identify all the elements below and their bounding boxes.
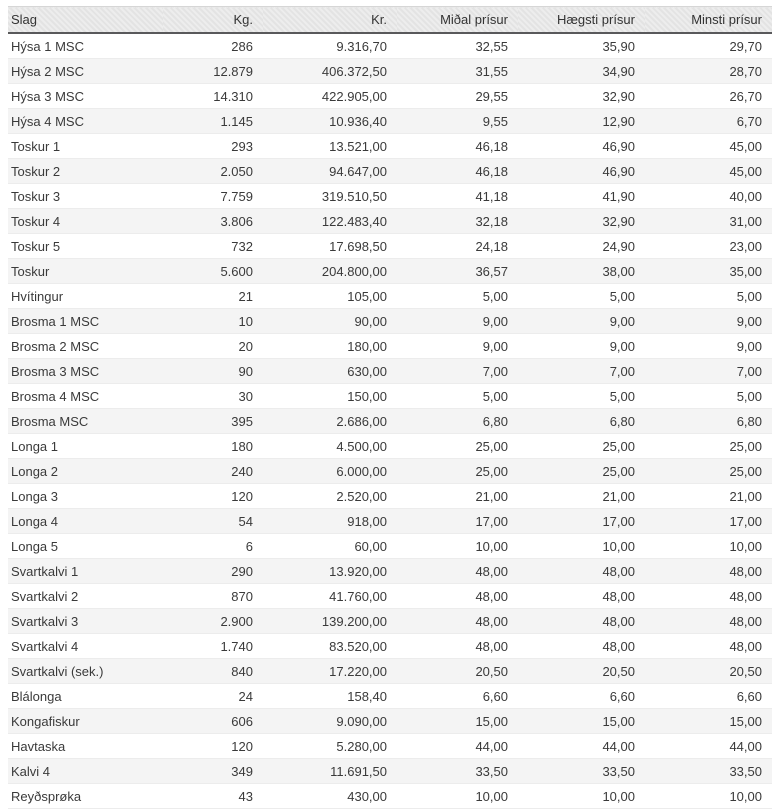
cell-haegsti: 25,00 <box>518 434 645 459</box>
cell-slag: Reyðsprøka <box>8 784 163 809</box>
cell-minsti: 25,00 <box>645 459 772 484</box>
cell-haegsti: 6,80 <box>518 409 645 434</box>
cell-midal: 46,18 <box>397 159 518 184</box>
cell-kr: 11.691,50 <box>263 759 397 784</box>
cell-minsti: 10,00 <box>645 784 772 809</box>
cell-slag: Kongafiskur <box>8 709 163 734</box>
cell-kg: 732 <box>163 234 263 259</box>
cell-midal: 24,18 <box>397 234 518 259</box>
cell-midal: 20,50 <box>397 659 518 684</box>
cell-minsti: 33,50 <box>645 759 772 784</box>
table-row <box>8 734 772 759</box>
cell-kg: 14.310 <box>163 84 263 109</box>
table-row <box>8 434 772 459</box>
cell-midal: 25,00 <box>397 459 518 484</box>
cell-kg: 10 <box>163 309 263 334</box>
cell-slag: Havtaska <box>8 734 163 759</box>
cell-haegsti: 33,50 <box>518 759 645 784</box>
cell-kg: 3.806 <box>163 209 263 234</box>
cell-kg: 606 <box>163 709 263 734</box>
header-row <box>8 7 772 34</box>
cell-haegsti: 48,00 <box>518 559 645 584</box>
table-row <box>8 259 772 284</box>
cell-slag: Toskur 1 <box>8 134 163 159</box>
cell-midal: 5,00 <box>397 384 518 409</box>
cell-midal: 15,00 <box>397 709 518 734</box>
cell-minsti: 5,00 <box>645 284 772 309</box>
cell-kg: 286 <box>163 33 263 59</box>
cell-kr: 41.760,00 <box>263 584 397 609</box>
cell-kr: 9.090,00 <box>263 709 397 734</box>
cell-midal: 9,00 <box>397 334 518 359</box>
cell-midal: 32,18 <box>397 209 518 234</box>
cell-slag: Hýsa 1 MSC <box>8 33 163 59</box>
cell-minsti: 48,00 <box>645 559 772 584</box>
cell-slag: Longa 4 <box>8 509 163 534</box>
cell-minsti: 20,50 <box>645 659 772 684</box>
cell-kr: 90,00 <box>263 309 397 334</box>
cell-kr: 17.220,00 <box>263 659 397 684</box>
cell-slag: Hýsa 2 MSC <box>8 59 163 84</box>
cell-midal: 5,00 <box>397 284 518 309</box>
cell-kg: 840 <box>163 659 263 684</box>
cell-kr: 10.936,40 <box>263 109 397 134</box>
cell-haegsti: 38,00 <box>518 259 645 284</box>
cell-slag: Longa 5 <box>8 534 163 559</box>
cell-midal: 29,55 <box>397 84 518 109</box>
cell-kr: 17.698,50 <box>263 234 397 259</box>
cell-kr: 5.280,00 <box>263 734 397 759</box>
cell-slag: Toskur 5 <box>8 234 163 259</box>
cell-kg: 2.050 <box>163 159 263 184</box>
cell-kg: 21 <box>163 284 263 309</box>
column-header-kr: Kr. <box>263 7 397 34</box>
cell-slag: Brosma 2 MSC <box>8 334 163 359</box>
cell-haegsti: 34,90 <box>518 59 645 84</box>
cell-kg: 7.759 <box>163 184 263 209</box>
cell-haegsti: 7,00 <box>518 359 645 384</box>
cell-kg: 240 <box>163 459 263 484</box>
table-row <box>8 234 772 259</box>
table-row <box>8 584 772 609</box>
cell-minsti: 25,00 <box>645 434 772 459</box>
cell-kg: 43 <box>163 784 263 809</box>
cell-kg: 290 <box>163 559 263 584</box>
cell-kg: 1.740 <box>163 634 263 659</box>
cell-slag: Svartkalvi 2 <box>8 584 163 609</box>
cell-kg: 2.900 <box>163 609 263 634</box>
cell-haegsti: 17,00 <box>518 509 645 534</box>
cell-midal: 21,00 <box>397 484 518 509</box>
cell-kg: 90 <box>163 359 263 384</box>
cell-slag: Brosma 3 MSC <box>8 359 163 384</box>
cell-haegsti: 35,90 <box>518 33 645 59</box>
cell-haegsti: 32,90 <box>518 209 645 234</box>
cell-kr: 430,00 <box>263 784 397 809</box>
cell-haegsti: 48,00 <box>518 609 645 634</box>
cell-midal: 44,00 <box>397 734 518 759</box>
cell-haegsti: 10,00 <box>518 784 645 809</box>
cell-kr: 105,00 <box>263 284 397 309</box>
table-row <box>8 459 772 484</box>
cell-haegsti: 9,00 <box>518 309 645 334</box>
fish-price-table <box>8 6 772 809</box>
cell-haegsti: 6,60 <box>518 684 645 709</box>
cell-minsti: 15,00 <box>645 709 772 734</box>
cell-kg: 12.879 <box>163 59 263 84</box>
cell-kr: 2.520,00 <box>263 484 397 509</box>
cell-midal: 33,50 <box>397 759 518 784</box>
cell-kr: 139.200,00 <box>263 609 397 634</box>
cell-kr: 158,40 <box>263 684 397 709</box>
cell-midal: 10,00 <box>397 534 518 559</box>
cell-kr: 94.647,00 <box>263 159 397 184</box>
table-row <box>8 659 772 684</box>
column-header-haegsti: Hægsti prísur <box>518 7 645 34</box>
table-row <box>8 159 772 184</box>
table-row <box>8 384 772 409</box>
cell-midal: 7,00 <box>397 359 518 384</box>
cell-slag: Longa 2 <box>8 459 163 484</box>
cell-slag: Blálonga <box>8 684 163 709</box>
table-row <box>8 609 772 634</box>
cell-slag: Toskur 4 <box>8 209 163 234</box>
cell-midal: 32,55 <box>397 33 518 59</box>
table-row <box>8 684 772 709</box>
cell-kr: 406.372,50 <box>263 59 397 84</box>
cell-slag: Brosma 1 MSC <box>8 309 163 334</box>
cell-minsti: 23,00 <box>645 234 772 259</box>
cell-minsti: 45,00 <box>645 159 772 184</box>
cell-minsti: 21,00 <box>645 484 772 509</box>
column-header-kg: Kg. <box>163 7 263 34</box>
cell-slag: Longa 3 <box>8 484 163 509</box>
table-row <box>8 634 772 659</box>
cell-kg: 349 <box>163 759 263 784</box>
cell-midal: 46,18 <box>397 134 518 159</box>
cell-slag: Longa 1 <box>8 434 163 459</box>
cell-minsti: 6,60 <box>645 684 772 709</box>
cell-haegsti: 46,90 <box>518 134 645 159</box>
cell-minsti: 35,00 <box>645 259 772 284</box>
cell-haegsti: 48,00 <box>518 634 645 659</box>
cell-midal: 31,55 <box>397 59 518 84</box>
table-row <box>8 334 772 359</box>
cell-haegsti: 25,00 <box>518 459 645 484</box>
cell-minsti: 48,00 <box>645 634 772 659</box>
cell-kg: 120 <box>163 734 263 759</box>
cell-slag: Svartkalvi (sek.) <box>8 659 163 684</box>
cell-haegsti: 21,00 <box>518 484 645 509</box>
table-row <box>8 709 772 734</box>
cell-kr: 2.686,00 <box>263 409 397 434</box>
cell-kg: 6 <box>163 534 263 559</box>
cell-midal: 48,00 <box>397 559 518 584</box>
cell-midal: 9,55 <box>397 109 518 134</box>
cell-kr: 9.316,70 <box>263 33 397 59</box>
cell-kg: 293 <box>163 134 263 159</box>
cell-kg: 870 <box>163 584 263 609</box>
cell-kg: 54 <box>163 509 263 534</box>
cell-slag: Svartkalvi 1 <box>8 559 163 584</box>
table-header <box>8 7 772 34</box>
cell-kr: 422.905,00 <box>263 84 397 109</box>
table-row <box>8 284 772 309</box>
table-row <box>8 209 772 234</box>
cell-midal: 17,00 <box>397 509 518 534</box>
cell-minsti: 17,00 <box>645 509 772 534</box>
cell-midal: 25,00 <box>397 434 518 459</box>
cell-minsti: 45,00 <box>645 134 772 159</box>
cell-minsti: 6,80 <box>645 409 772 434</box>
cell-minsti: 10,00 <box>645 534 772 559</box>
table-row <box>8 534 772 559</box>
cell-midal: 10,00 <box>397 784 518 809</box>
cell-kr: 918,00 <box>263 509 397 534</box>
cell-midal: 6,80 <box>397 409 518 434</box>
cell-haegsti: 5,00 <box>518 284 645 309</box>
table-row <box>8 509 772 534</box>
cell-minsti: 40,00 <box>645 184 772 209</box>
cell-slag: Hýsa 4 MSC <box>8 109 163 134</box>
cell-minsti: 7,00 <box>645 359 772 384</box>
cell-kr: 60,00 <box>263 534 397 559</box>
cell-kr: 122.483,40 <box>263 209 397 234</box>
cell-haegsti: 10,00 <box>518 534 645 559</box>
cell-minsti: 29,70 <box>645 33 772 59</box>
cell-slag: Brosma 4 MSC <box>8 384 163 409</box>
cell-kr: 204.800,00 <box>263 259 397 284</box>
table-row <box>8 559 772 584</box>
table-row <box>8 84 772 109</box>
cell-midal: 48,00 <box>397 584 518 609</box>
cell-minsti: 6,70 <box>645 109 772 134</box>
cell-minsti: 5,00 <box>645 384 772 409</box>
cell-haegsti: 15,00 <box>518 709 645 734</box>
cell-kg: 30 <box>163 384 263 409</box>
cell-slag: Toskur 3 <box>8 184 163 209</box>
column-header-slag: Slag <box>8 7 163 34</box>
cell-minsti: 9,00 <box>645 309 772 334</box>
cell-kr: 319.510,50 <box>263 184 397 209</box>
cell-kg: 20 <box>163 334 263 359</box>
cell-haegsti: 41,90 <box>518 184 645 209</box>
cell-minsti: 28,70 <box>645 59 772 84</box>
cell-minsti: 48,00 <box>645 584 772 609</box>
cell-midal: 9,00 <box>397 309 518 334</box>
cell-kr: 630,00 <box>263 359 397 384</box>
table-row <box>8 759 772 784</box>
cell-slag: Kalvi 4 <box>8 759 163 784</box>
table-row <box>8 134 772 159</box>
cell-minsti: 31,00 <box>645 209 772 234</box>
cell-minsti: 26,70 <box>645 84 772 109</box>
cell-slag: Toskur 2 <box>8 159 163 184</box>
cell-kr: 13.920,00 <box>263 559 397 584</box>
table-row <box>8 359 772 384</box>
table-row <box>8 59 772 84</box>
cell-kg: 395 <box>163 409 263 434</box>
cell-slag: Brosma MSC <box>8 409 163 434</box>
cell-kr: 150,00 <box>263 384 397 409</box>
cell-kr: 13.521,00 <box>263 134 397 159</box>
cell-kg: 180 <box>163 434 263 459</box>
table-row <box>8 784 772 809</box>
cell-kg: 5.600 <box>163 259 263 284</box>
cell-minsti: 9,00 <box>645 334 772 359</box>
cell-slag: Toskur <box>8 259 163 284</box>
cell-haegsti: 12,90 <box>518 109 645 134</box>
cell-slag: Svartkalvi 4 <box>8 634 163 659</box>
cell-haegsti: 24,90 <box>518 234 645 259</box>
cell-minsti: 44,00 <box>645 734 772 759</box>
cell-haegsti: 46,90 <box>518 159 645 184</box>
column-header-midal: Miðal prísur <box>397 7 518 34</box>
cell-kr: 6.000,00 <box>263 459 397 484</box>
cell-haegsti: 5,00 <box>518 384 645 409</box>
cell-haegsti: 9,00 <box>518 334 645 359</box>
table-body <box>8 33 772 809</box>
table-row <box>8 309 772 334</box>
cell-kg: 1.145 <box>163 109 263 134</box>
cell-midal: 6,60 <box>397 684 518 709</box>
cell-kr: 4.500,00 <box>263 434 397 459</box>
cell-minsti: 48,00 <box>645 609 772 634</box>
cell-haegsti: 20,50 <box>518 659 645 684</box>
table-row <box>8 184 772 209</box>
cell-kr: 180,00 <box>263 334 397 359</box>
cell-slag: Svartkalvi 3 <box>8 609 163 634</box>
cell-slag: Hýsa 3 MSC <box>8 84 163 109</box>
table-row <box>8 484 772 509</box>
cell-haegsti: 44,00 <box>518 734 645 759</box>
table-row <box>8 109 772 134</box>
cell-kr: 83.520,00 <box>263 634 397 659</box>
cell-kg: 120 <box>163 484 263 509</box>
cell-midal: 41,18 <box>397 184 518 209</box>
cell-midal: 36,57 <box>397 259 518 284</box>
table-row <box>8 33 772 59</box>
cell-haegsti: 32,90 <box>518 84 645 109</box>
cell-midal: 48,00 <box>397 634 518 659</box>
cell-kg: 24 <box>163 684 263 709</box>
cell-haegsti: 48,00 <box>518 584 645 609</box>
table-row <box>8 409 772 434</box>
cell-slag: Hvítingur <box>8 284 163 309</box>
cell-midal: 48,00 <box>397 609 518 634</box>
column-header-minsti: Minsti prísur <box>645 7 772 34</box>
